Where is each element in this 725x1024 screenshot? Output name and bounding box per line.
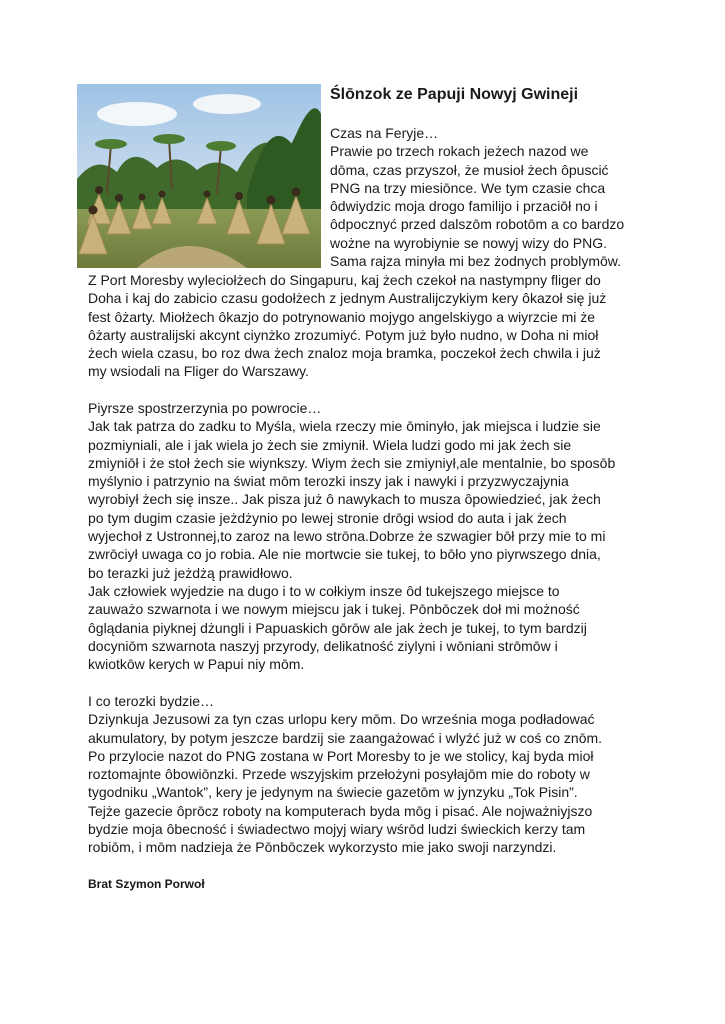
section-3 xyxy=(88,692,602,857)
text-line: Sama rajza minyła mi bez żodnych problymōw. xyxy=(330,253,622,270)
text-line: ôdpocznyć przed dalszōm robotōm a co bardzo xyxy=(330,216,625,233)
text-line: wyrobiył żech się insze.. Jak pisza już ô nawykach to musza ôpowiedzieć, jak żech xyxy=(88,491,601,508)
text-line: Dziynkuja Jezusowi za tyn czas urlopu kery mōm. Do września moga podładować xyxy=(88,711,595,728)
text-line: wożne na wyrobiynie se nowyj wizy do PNG. xyxy=(330,234,608,251)
text-line: żech wiela czasu, bo roz dwa żech znaloz moja bramka, poczekoł żech chwila i już xyxy=(88,345,601,362)
text-line: Po przylocie nazot do PNG zostana w Port Moresby to je we stolicy, kaj byda mioł xyxy=(88,747,594,764)
text-line: akumulatory, by potym jeszcze bardzij sie zaangażować i wlyźć już w coś co znōm. xyxy=(88,729,603,746)
text-line: pozmiyniali, ale i jak wiela jo żech sie zmiynił. Wiela ludzi godo mi jak żech sie xyxy=(88,436,572,453)
text-line: zwrōciył uwaga co jo robia. Ale nie mortwcie sie tukej, to bōło yno piyrwszego dnia, xyxy=(88,546,601,563)
article-photo xyxy=(77,84,321,268)
section-1-body xyxy=(88,271,606,381)
text-line: zmiyniōł i że stoł żech sie wiynkszy. Wiym żech sie zmiyniył,ale mentalnie, bo sposōb xyxy=(88,454,616,471)
text-line: bo terazki już jeżdżą prawidłowo. xyxy=(88,564,293,581)
text-line: ôdwiydzic moja drogo familijo i przaciōł no i xyxy=(330,198,598,215)
text-line: kwiotkōw kerych w Papui niy mōm. xyxy=(88,656,305,673)
text-line: my wsiodali na Fliger do Warszawy. xyxy=(88,363,309,380)
text-line: zauważo szwarnota i we nowym miejscu jak i tukej. Pōnbōczek doł mi możność xyxy=(88,601,580,618)
text-line: Z Port Moresby wyleciołżech do Singapuru, kaj żech czekoł na nastympny fliger do xyxy=(88,272,601,288)
text-line: tygodniku „Wantok”, kery je jedynym na świecie gazetōm w jynzyku „Tok Pisin”. xyxy=(88,784,578,801)
text-line: Jak tak patrza do zadku to Myśla, wiela rzeczy mie ōminyło, jak miejsca i ludzie sie xyxy=(88,418,601,435)
text-line: ôżarty australijski akcynt ciynżko zrozumiyć. Potym już było nudno, w Doha ni mioł xyxy=(88,326,599,343)
section-heading: I co terozki bydzie… xyxy=(88,693,215,709)
text-line: roztomajnte ôbowiōnzki. Przede wszyjskim przełożyni posyłajōm mie do roboty w xyxy=(88,766,590,783)
text-line: myślynio i patrzynio na świat mōm terozki inszy jak i nawyki i przyzwyczajynia xyxy=(88,473,569,490)
text-line: Tejże gazecie ôprōcz roboty na komputerach byda mōg i pisać. Ale nojważniyjszo xyxy=(88,802,593,819)
section-heading: Czas na Feryje… xyxy=(330,125,439,141)
text-line: Doha i kaj do zabicio czasu godołżech z jednym Australijczykiym kery ôkazoł się już xyxy=(88,290,607,307)
author-signature: Brat Szymon Porwoł xyxy=(88,877,205,891)
section-heading: Piyrsze spostrzerzynia po powrocie… xyxy=(88,400,322,416)
article-title: Ślōnzok ze Papuji Nowyj Gwineji xyxy=(330,86,579,103)
section-2 xyxy=(88,399,615,673)
text-line: bydzie moja ôbecność i świadectwo mojyj wiary wśrōd ludzi świeckich kerzy tam xyxy=(88,821,586,838)
text-line: po tym dugim czasie jeżdżynio po lewej stronie drōgi wsiod do auta i jak żech xyxy=(88,509,567,526)
text-line: wyjechoł z Ustronnej,to zaroz na lewo strōna.Dobrze że szwagier bōł przy mie to mi xyxy=(88,528,606,545)
text-line: PNG na trzy miesiōnce. We tym czasie chca xyxy=(330,179,606,196)
section-1-intro xyxy=(330,124,624,270)
text-line: docyniōm szwarnota naszyj przyrody, delikatność ziylyni i wōniani strōmōw i xyxy=(88,637,558,654)
text-line: Jak człowiek wyjedzie na dugo i to w cołkiym insze ôd tukejszego miejsce to xyxy=(88,582,560,599)
text-line: dōma, czas przyszoł, że musioł żech ôpuscić xyxy=(330,161,609,178)
text-line: fest ôżarty. Miołżech ôkazjo do potrynowanio mojygo angelskiygo a wiyrzcie mi że xyxy=(88,308,596,325)
text-line: Prawie po trzech rokach jeżech nazod we xyxy=(330,143,589,160)
text-line: robiōm, i mōm nadzieja że Pōnbōczek wykorzysto mie jako swoji narzyndzi. xyxy=(88,839,557,856)
text-line: ôglądania piyknej dżungli i Papuaskich gōrōw ale jak żech je tukej, to tym bardzij xyxy=(88,619,587,636)
